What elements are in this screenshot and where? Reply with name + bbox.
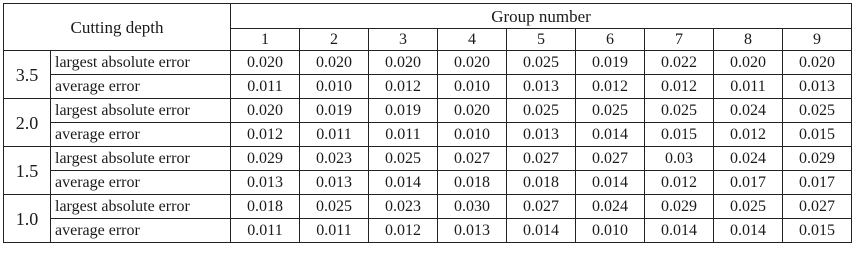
- value-cell: 0.029: [645, 195, 714, 219]
- value-cell: 0.024: [714, 147, 783, 171]
- value-cell: 0.025: [507, 99, 576, 123]
- table-row: [4, 147, 852, 171]
- value-cell: 0.019: [369, 99, 438, 123]
- value-cell: 0.010: [438, 75, 507, 99]
- value-cell: 0.015: [783, 123, 852, 147]
- error-table: [3, 3, 852, 243]
- value-cell: 0.027: [576, 147, 645, 171]
- value-cell: 0.010: [438, 123, 507, 147]
- value-cell: 0.025: [300, 195, 369, 219]
- value-cell: 0.017: [783, 171, 852, 195]
- value-cell: 0.017: [714, 171, 783, 195]
- value-cell: 0.025: [507, 51, 576, 75]
- value-cell: 0.015: [645, 123, 714, 147]
- value-cell: 0.014: [645, 219, 714, 243]
- value-cell: 0.015: [783, 219, 852, 243]
- value-cell: 0.013: [507, 75, 576, 99]
- value-cell: 0.025: [645, 99, 714, 123]
- value-cell: 0.014: [576, 171, 645, 195]
- value-cell: 0.025: [576, 99, 645, 123]
- value-cell: 0.011: [714, 75, 783, 99]
- error-table-container: [3, 3, 852, 243]
- header-cutting-depth: Cutting depth: [4, 4, 231, 51]
- group-number-header: 9: [783, 29, 852, 51]
- value-cell: 0.030: [438, 195, 507, 219]
- value-cell: 0.022: [645, 51, 714, 75]
- header-row-top: [4, 4, 852, 29]
- value-cell: 0.014: [714, 219, 783, 243]
- value-cell: 0.014: [369, 171, 438, 195]
- table-row: [4, 195, 852, 219]
- value-cell: 0.020: [714, 51, 783, 75]
- value-cell: 0.013: [438, 219, 507, 243]
- table-row: [4, 75, 852, 99]
- value-cell: 0.023: [369, 195, 438, 219]
- value-cell: 0.013: [231, 171, 300, 195]
- value-cell: 0.020: [231, 51, 300, 75]
- largest-absolute-error-label: largest absolute error: [51, 99, 231, 123]
- value-cell: 0.014: [576, 123, 645, 147]
- group-number-header: 1: [231, 29, 300, 51]
- group-number-header: 3: [369, 29, 438, 51]
- table-row: [4, 219, 852, 243]
- table-row: [4, 51, 852, 75]
- table-row: [4, 171, 852, 195]
- group-number-header: 6: [576, 29, 645, 51]
- value-cell: 0.020: [231, 99, 300, 123]
- value-cell: 0.012: [369, 75, 438, 99]
- value-cell: 0.018: [507, 171, 576, 195]
- value-cell: 0.020: [369, 51, 438, 75]
- value-cell: 0.027: [438, 147, 507, 171]
- value-cell: 0.029: [231, 147, 300, 171]
- value-cell: 0.014: [507, 219, 576, 243]
- value-cell: 0.010: [576, 219, 645, 243]
- value-cell: 0.019: [300, 99, 369, 123]
- value-cell: 0.027: [507, 147, 576, 171]
- value-cell: 0.020: [300, 51, 369, 75]
- largest-absolute-error-label: largest absolute error: [51, 51, 231, 75]
- table-row: [4, 99, 852, 123]
- value-cell: 0.013: [507, 123, 576, 147]
- value-cell: 0.010: [300, 75, 369, 99]
- average-error-label: average error: [51, 171, 231, 195]
- value-cell: 0.025: [369, 147, 438, 171]
- cutting-depth-cell: 3.5: [4, 51, 51, 99]
- value-cell: 0.023: [300, 147, 369, 171]
- largest-absolute-error-label: largest absolute error: [51, 195, 231, 219]
- value-cell: 0.012: [714, 123, 783, 147]
- value-cell: 0.019: [576, 51, 645, 75]
- value-cell: 0.013: [783, 75, 852, 99]
- group-number-header: 8: [714, 29, 783, 51]
- header-group-number: Group number: [231, 4, 852, 29]
- value-cell: 0.018: [231, 195, 300, 219]
- value-cell: 0.012: [231, 123, 300, 147]
- value-cell: 0.012: [645, 171, 714, 195]
- group-number-header: 7: [645, 29, 714, 51]
- value-cell: 0.020: [438, 99, 507, 123]
- value-cell: 0.024: [576, 195, 645, 219]
- value-cell: 0.020: [438, 51, 507, 75]
- value-cell: 0.025: [783, 99, 852, 123]
- cutting-depth-cell: 1.5: [4, 147, 51, 195]
- value-cell: 0.011: [300, 123, 369, 147]
- value-cell: 0.018: [438, 171, 507, 195]
- value-cell: 0.025: [714, 195, 783, 219]
- cutting-depth-cell: 1.0: [4, 195, 51, 243]
- value-cell: 0.027: [783, 195, 852, 219]
- average-error-label: average error: [51, 123, 231, 147]
- average-error-label: average error: [51, 219, 231, 243]
- table-row: [4, 123, 852, 147]
- group-number-header: 4: [438, 29, 507, 51]
- value-cell: 0.012: [369, 219, 438, 243]
- value-cell: 0.020: [783, 51, 852, 75]
- value-cell: 0.029: [783, 147, 852, 171]
- value-cell: 0.011: [369, 123, 438, 147]
- value-cell: 0.012: [576, 75, 645, 99]
- largest-absolute-error-label: largest absolute error: [51, 147, 231, 171]
- cutting-depth-cell: 2.0: [4, 99, 51, 147]
- value-cell: 0.012: [645, 75, 714, 99]
- value-cell: 0.024: [714, 99, 783, 123]
- group-number-header: 2: [300, 29, 369, 51]
- average-error-label: average error: [51, 75, 231, 99]
- value-cell: 0.011: [231, 219, 300, 243]
- group-number-header: 5: [507, 29, 576, 51]
- value-cell: 0.027: [507, 195, 576, 219]
- value-cell: 0.03: [645, 147, 714, 171]
- value-cell: 0.011: [231, 75, 300, 99]
- value-cell: 0.011: [300, 219, 369, 243]
- value-cell: 0.013: [300, 171, 369, 195]
